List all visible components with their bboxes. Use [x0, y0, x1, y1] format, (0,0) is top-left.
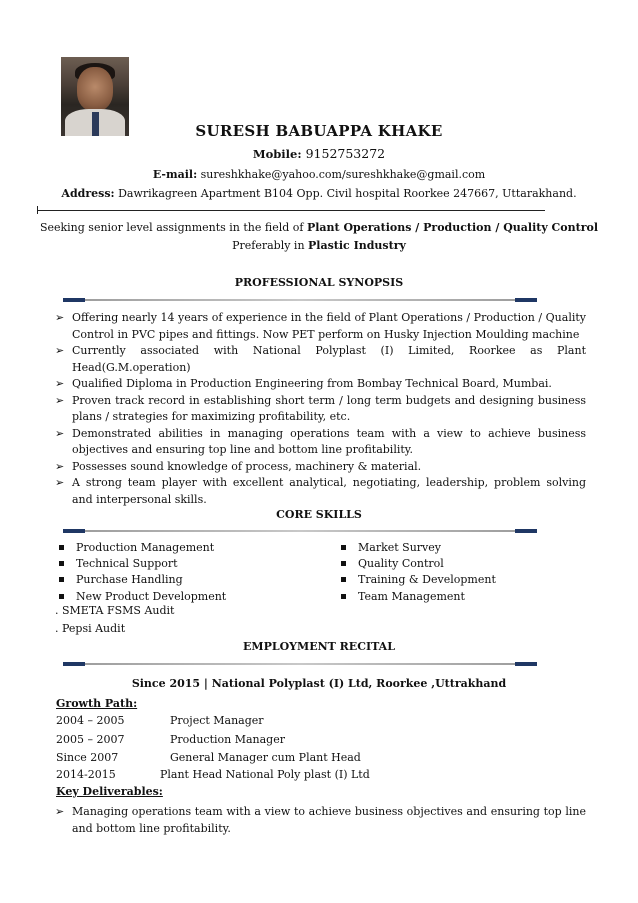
mobile-value: 9152753272 — [305, 146, 386, 161]
arrow-bullet-icon: ➢ — [55, 476, 65, 489]
address-value: Dawrikagreen Apartment B104 Opp. Civil hospital Roorkee 247667, Uttarakhand. — [118, 187, 577, 200]
synopsis-title: PROFESSIONAL SYNOPSIS — [234, 276, 404, 289]
list-item — [55, 475, 586, 508]
arrow-bullet-icon: ➢ — [55, 426, 65, 440]
skill-label: Training & Development — [358, 573, 496, 587]
list-item — [55, 343, 586, 376]
skill-label: Team Management — [358, 589, 465, 603]
mobile-label: Mobile: — [252, 147, 302, 161]
square-bullet-icon — [59, 577, 64, 582]
company-line: Since 2015 | National Polyplast (I) Ltd, Roorkee ,Uttrakhand — [131, 677, 507, 690]
square-bullet-icon — [59, 545, 64, 550]
growth-path-label: Growth Path: — [56, 697, 138, 710]
arrow-bullet-icon: ➢ — [55, 459, 65, 473]
square-bullet-icon — [59, 561, 64, 566]
growth-period: 2005 – 2007 — [56, 733, 125, 746]
skill-label: Production Management — [76, 541, 215, 554]
skills-left-column — [57, 540, 226, 605]
mobile-line — [0, 146, 638, 161]
growth-period: Since 2007 — [56, 751, 119, 764]
skill-label: New Product Development — [76, 589, 227, 603]
list-item — [55, 376, 586, 393]
list-item-text: Proven track record in establishing short term / long term budgets and designing business plans / strategies for maximizing profitability, etc. — [72, 393, 586, 423]
skill-label: Quality Control — [358, 557, 444, 571]
skill-item — [57, 589, 226, 605]
email-value: sureshkhake@yahoo.com/sureshkhake@gmail.com — [200, 168, 486, 181]
skill-label: Purchase Handling — [76, 573, 183, 587]
growth-role: Production Manager — [170, 733, 285, 746]
list-item-text: Qualified Diploma in Production Engineering from Bombay Technical Board, Mumbai. — [72, 377, 552, 390]
address-label: Address: — [61, 187, 115, 200]
employment-title: EMPLOYMENT RECITAL — [243, 640, 395, 653]
square-bullet-icon — [341, 594, 346, 599]
list-item-text: Managing operations team with a view to achieve business objectives and ensuring top line and bottom line profitability. — [72, 805, 586, 835]
objective-industry: Plastic Industry — [308, 239, 406, 252]
growth-period: 2004 – 2005 — [56, 714, 125, 727]
list-item-text: Demonstrated abilities in managing operations team with a view to achieve business objectives and ensuring top line and bottom line profitability. — [72, 426, 586, 456]
section-divider — [63, 530, 537, 532]
objective-line-2 — [0, 239, 638, 252]
list-item-text: Possesses sound knowledge of process, machinery & material. — [72, 459, 422, 473]
arrow-bullet-icon: ➢ — [55, 311, 65, 324]
objective-field: Plant Operations / Production / Quality Control — [306, 221, 599, 234]
skills-right-column — [339, 540, 496, 605]
objective-text-2: Preferably in — [232, 239, 309, 252]
square-bullet-icon — [341, 545, 346, 550]
section-divider — [63, 663, 537, 665]
list-item — [55, 393, 586, 426]
audit-pepsi: . Pepsi Audit — [55, 622, 126, 635]
email-line — [0, 168, 638, 181]
skill-item — [339, 572, 496, 588]
deliverables-list — [55, 804, 586, 837]
skill-item — [57, 556, 226, 572]
candidate-name: SURESH BABUAPPA KHAKE — [195, 122, 443, 140]
square-bullet-icon — [341, 577, 346, 582]
address-line — [0, 187, 638, 200]
objective-line-1 — [0, 221, 638, 234]
skill-item — [339, 589, 496, 605]
email-label: E-mail: — [152, 168, 198, 181]
objective-text: Seeking senior level assignments in the field of — [39, 221, 307, 234]
list-item — [55, 426, 586, 459]
header-rule — [37, 210, 545, 211]
synopsis-list — [55, 310, 586, 508]
audit-smeta: . SMETA FSMS Audit — [55, 604, 175, 617]
list-item-text: Offering nearly 14 years of experience in the field of Plant Operations / Production / Quality Control in PVC pipes and fittings. Now PET perform on Husky Injection Moulding machine — [72, 311, 586, 341]
growth-role: General Manager cum Plant Head — [170, 751, 361, 764]
growth-role: Project Manager — [170, 714, 264, 727]
growth-role: Plant Head National Poly plast (I) Ltd — [160, 768, 370, 781]
square-bullet-icon — [341, 561, 346, 566]
arrow-bullet-icon: ➢ — [55, 393, 65, 407]
skill-item — [57, 540, 226, 556]
arrow-bullet-icon: ➢ — [55, 377, 65, 390]
section-divider — [63, 299, 537, 301]
list-item — [55, 804, 586, 837]
skill-item — [57, 572, 226, 588]
square-bullet-icon — [59, 594, 64, 599]
arrow-bullet-icon: ➢ — [55, 344, 65, 357]
skill-item — [339, 556, 496, 572]
skills-title: CORE SKILLS — [276, 508, 362, 521]
list-item — [55, 459, 586, 476]
skill-label: Market Survey — [358, 541, 441, 554]
list-item — [55, 310, 586, 343]
list-item-text: Currently associated with National Polyplast (I) Limited, Roorkee as Plant Head(G.M.operation) — [72, 344, 586, 374]
arrow-bullet-icon: ➢ — [55, 805, 65, 818]
skill-label: Technical Support — [76, 557, 178, 571]
list-item-text: A strong team player with excellent analytical, negotiating, leadership, problem solving and interpersonal skills. — [72, 476, 586, 506]
skill-item — [339, 540, 496, 556]
growth-period: 2014-2015 — [56, 768, 116, 781]
key-deliverables-label: Key Deliverables: — [56, 785, 163, 798]
